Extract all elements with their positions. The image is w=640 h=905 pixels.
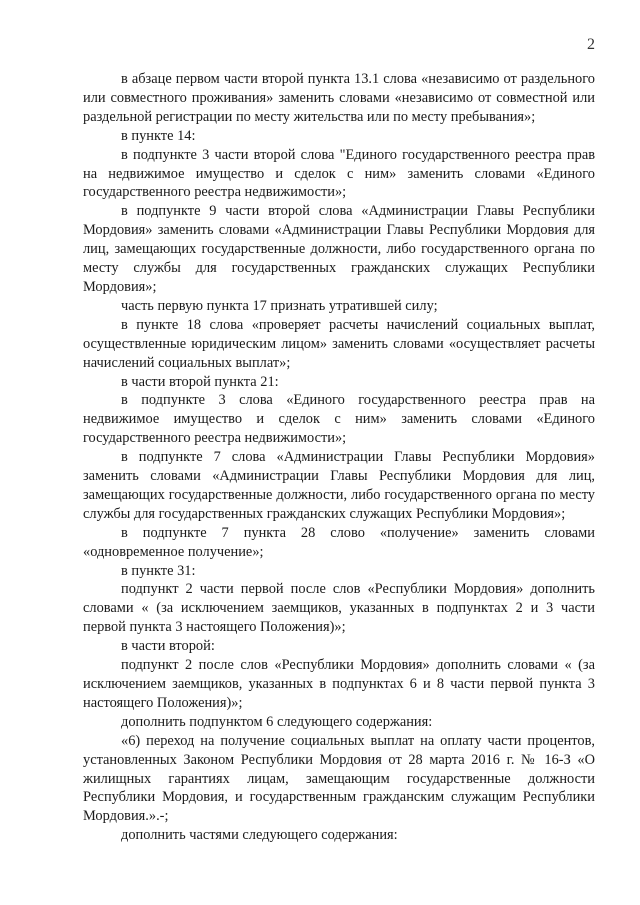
paragraph: часть первую пункта 17 признать утратившей силу; — [121, 297, 438, 314]
paragraph: в части второй пункта 21: — [121, 373, 279, 390]
paragraph: «6) переход на получение социальных выплат на оплату части процентов, установленных Законом Республики Мордовия от 28 марта 2016 г. № 16-З «О жилищных гарантиях лицам, замещающим государственные должности Республики Мордовия, и государственным гражданским служащим Республики Мордовия.».-; — [83, 732, 595, 825]
paragraph: в пункте 31: — [121, 562, 196, 579]
paragraph: в части второй: — [121, 638, 215, 655]
paragraph: подпункт 2 после слов «Республики Мордовия» дополнить словами « (за исключением заемщиков, указанных в подпунктах 6 и 8 части первой пункта 3 настоящего Положения)»; — [83, 657, 595, 711]
paragraph: дополнить подпунктом 6 следующего содержания: — [121, 713, 433, 730]
paragraph: в подпункте 3 слова «Единого государственного реестра прав на недвижимое имущество и сделок с ним» заменить словами «Единого государственного реестра недвижимости»; — [83, 392, 595, 447]
paragraph: в пункте 14: — [121, 127, 196, 144]
paragraph: подпункт 2 части первой после слов «Республики Мордовия» дополнить словами « (за исключением заемщиков, указанных в подпунктах 2 и 3 части первой пункта 3 настоящего Положения)»; — [83, 581, 595, 636]
paragraph: в абзаце первом части второй пункта 13.1 слова «независимо от раздельного или совместного проживания» заменить словами «независимо от совместной или раздельной регистрации по месту жительства или по месту пребывания»; — [83, 71, 595, 125]
paragraph: дополнить частями следующего содержания: — [121, 827, 398, 844]
paragraph: в подпункте 7 слова «Администрации Главы Республики Мордовия» заменить словами «Администрации Главы Республики Мордовия для лиц, замещающих государственные должности, либо государственного органа по месту службы для государственных гражданских служащих Республики Мордовия»; — [83, 449, 595, 522]
paragraph: в пункте 18 слова «проверяет расчеты начислений социальных выплат, осуществленные юридическим лицом» заменить словами «осуществляет расчеты начислений социальных выплат»; — [83, 316, 595, 371]
document-body — [83, 70, 595, 845]
paragraph: в подпункте 9 части второй слова «Администрации Главы Республики Мордовия» заменить словами «Администрации Главы Республики Мордовия для лиц, замещающих государственные должности, либо государственного органа по месту службы для государственных гражданских служащих Республики Мордовия»; — [83, 203, 595, 295]
paragraph: в подпункте 7 пункта 28 слово «получение» заменить словами «одновременное получение»; — [83, 524, 595, 560]
page-number: 2 — [587, 36, 595, 53]
paragraph: в подпункте 3 части второй слова "Единого государственного реестра прав на недвижимое имущество и сделок с ним» заменить словами «Единого государственного реестра недвижимости»; — [83, 146, 595, 201]
